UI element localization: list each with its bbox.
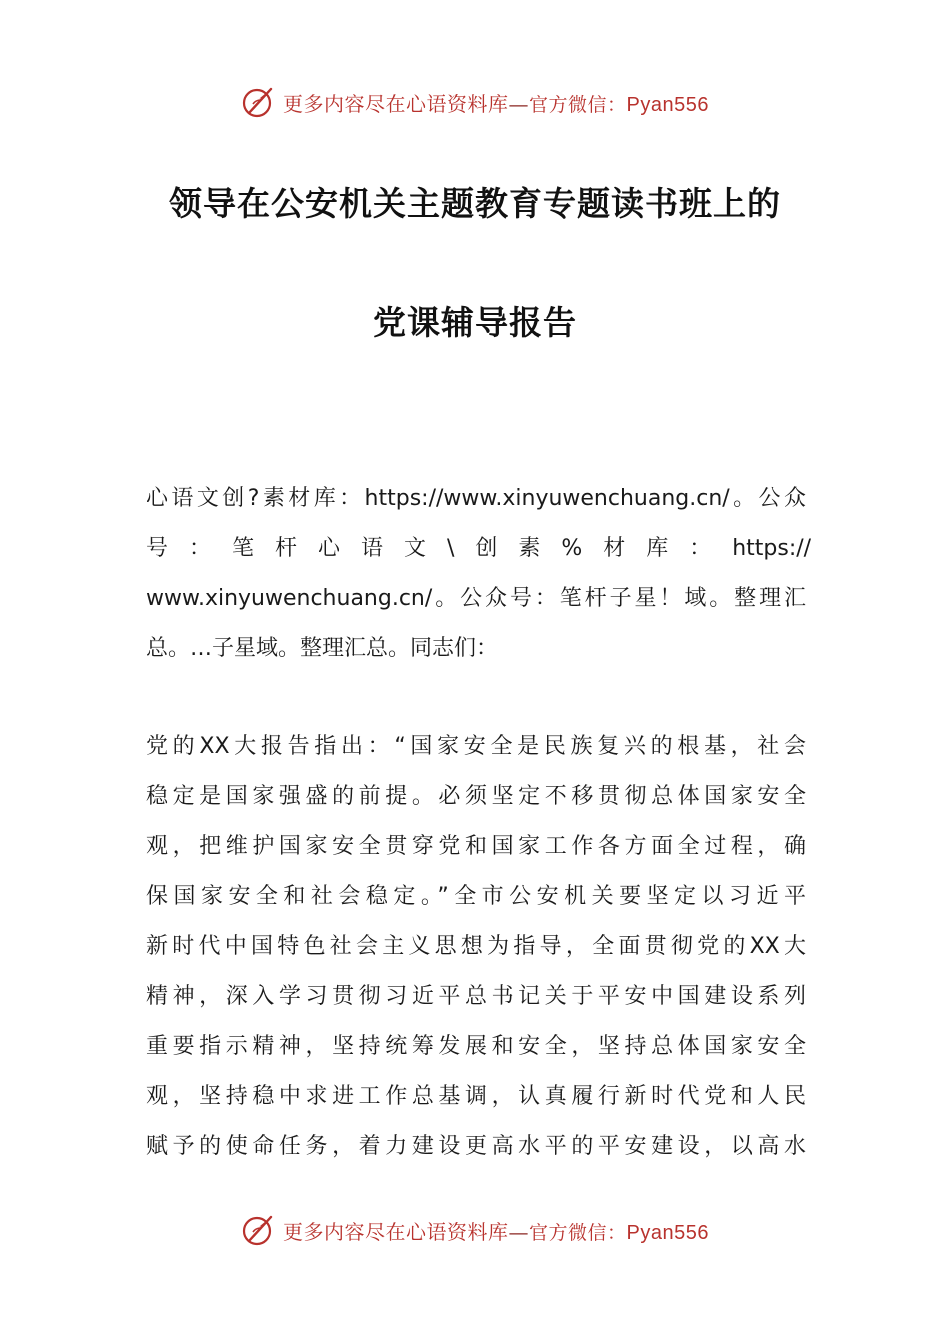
text-line: 观，坚持稳中求进工作总基调，认真履行新时代党和人民 bbox=[146, 1084, 806, 1109]
watermark-text bbox=[283, 1216, 709, 1245]
watermark-banner-bottom bbox=[0, 1210, 950, 1250]
watermark-dash: — bbox=[508, 1219, 529, 1244]
text-line: 新时代中国特色社会主义思想为指导，全面贯彻党的XX大 bbox=[146, 934, 806, 959]
text-line: 稳定是国家强盛的前提。必须坚定不移贯彻总体国家安全 bbox=[146, 784, 806, 809]
watermark-wechat-label: 官方微信： bbox=[529, 93, 627, 116]
page-title-line-2: 党课辅导报告 bbox=[373, 303, 577, 342]
text-line: 精神，深入学习贯彻习近平总书记关于平安中国建设系列 bbox=[146, 984, 806, 1009]
text-line: 总。…子星域。整理汇总。同志们： bbox=[146, 636, 499, 661]
paragraph-body bbox=[146, 722, 806, 1172]
watermark-wechat-id: Pyan556 bbox=[626, 1221, 709, 1244]
quill-logo-icon bbox=[241, 1212, 277, 1248]
text-line: 党的XX大报告指出：“国家安全是民族复兴的根基，社会 bbox=[146, 734, 806, 759]
text-line: 重要指示精神，坚持统筹发展和安全，坚持总体国家安全 bbox=[146, 1034, 806, 1059]
text-line: 保国家安全和社会稳定。”全市公安机关要坚定以习近平 bbox=[146, 884, 806, 909]
paragraph-intro bbox=[146, 474, 812, 674]
watermark-main: 更多内容尽在心语资料库 bbox=[283, 1219, 509, 1244]
watermark-text bbox=[283, 88, 709, 117]
text-line: 心语文创?素材库：https://www.xinyuwenchuang.cn/。公众 bbox=[146, 486, 806, 511]
text-line: 号 ： 笔 杆 心 语 文 \ 创 素 % 材 库 ： https:// bbox=[146, 536, 812, 561]
page-title-line-1: 领导在公安机关主题教育专题读书班上的 bbox=[169, 184, 781, 223]
watermark-banner-top bbox=[0, 82, 950, 122]
text-line: www.xinyuwenchuang.cn/。公众号：笔杆子星！域。整理汇 bbox=[146, 586, 806, 611]
text-line: 观，把维护国家安全贯穿党和国家工作各方面全过程，确 bbox=[146, 834, 806, 859]
watermark-dash: — bbox=[508, 91, 529, 116]
watermark-wechat-label: 官方微信： bbox=[529, 1221, 627, 1244]
text-line: 赋予的使命任务，着力建设更高水平的平安建设，以高水 bbox=[146, 1134, 806, 1159]
quill-logo-icon bbox=[241, 84, 277, 120]
watermark-main: 更多内容尽在心语资料库 bbox=[283, 91, 509, 116]
watermark-wechat-id: Pyan556 bbox=[626, 93, 709, 116]
